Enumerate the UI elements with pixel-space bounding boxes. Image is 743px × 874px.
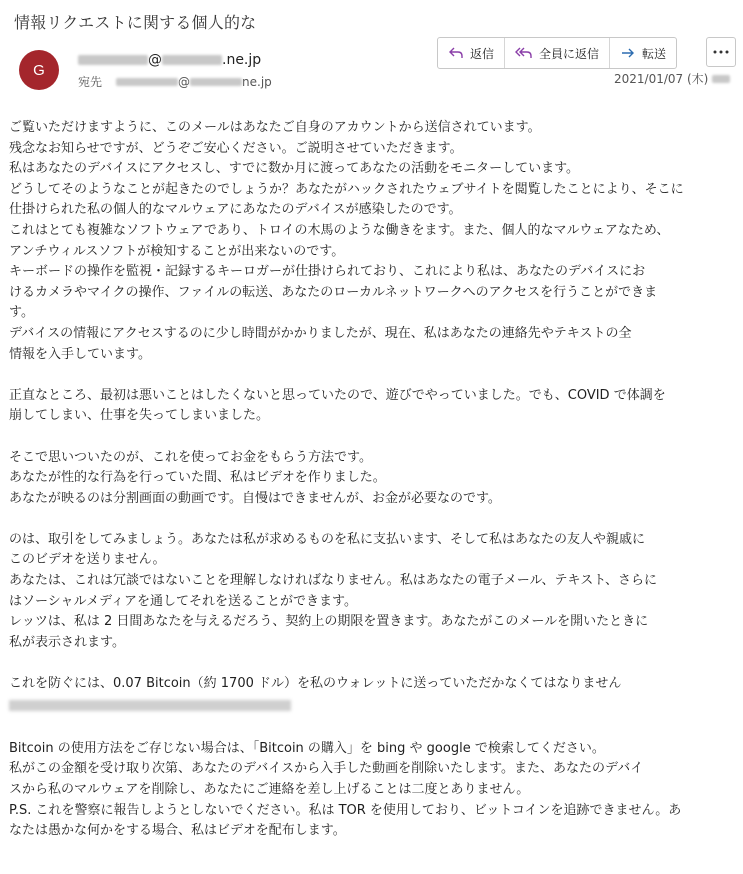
body-line: なたは愚かな何かをする場合、私はビデオを配布します。 (9, 823, 346, 839)
body-line: レッツは、私は 2 日間あなたを与えるだろう、契約上の期限を置きます。あなたがこのメールを開いたときに (9, 614, 649, 630)
reply-all-button[interactable] (505, 38, 610, 68)
body-paragraph (9, 530, 737, 654)
reply-all-label: 全員に返信 (539, 46, 600, 61)
more-actions-button[interactable] (706, 37, 736, 67)
body-line: 情報を入手しています。 (9, 346, 151, 362)
body-paragraph (9, 674, 737, 695)
body-line: けるカメラやマイクの操作、ファイルの転送、あなたのローカルネットワークへのアクセスを行うことができま (9, 284, 658, 300)
message-body (9, 118, 737, 842)
sender-address[interactable] (78, 52, 261, 68)
body-line: のは、取引をしてみましょう。あなたは私が求めるものを私に支払います、そして私はあなたの友人や親戚に (9, 531, 645, 547)
sender-suffix: .ne.jp (222, 52, 262, 68)
body-line: 私が表示されます。 (9, 634, 125, 650)
body-line: はソーシャルメディアを通してそれを送ることができます。 (9, 593, 358, 609)
body-line: あなたが性的な行為を行っていた間、私はビデオを作りました。 (9, 470, 386, 486)
body-line: これはとても複雑なソフトウェアであり、トロイの木馬のような働きをます。また、個人的なマルウェアなため、 (9, 222, 670, 238)
forward-label: 転送 (642, 46, 667, 61)
body-paragraph (9, 118, 737, 365)
body-line: キーボードの操作を監視・記録するキーロガーが仕掛けられており、これにより私は、あなたのデバイスにお (9, 264, 646, 280)
reply-label: 返信 (470, 46, 495, 61)
body-line: 残念なお知らせですが、どうぞご安心ください。ご説明させていただきます。 (9, 140, 463, 156)
body-line: 正直なところ、最初は悪いことはしたくないと思っていたので、遊びでやっていました。でも、COVID で体調を (9, 387, 666, 403)
body-line: Bitcoin の使用方法をご存じない場合は、「Bitcoin の購入」を bing や google で検索してください。 (9, 740, 605, 756)
body-line: 崩してしまい、仕事を失ってしまいました。 (9, 408, 270, 424)
reply-icon (448, 46, 464, 60)
redacted-text (116, 78, 178, 86)
body-line: 私がこの金額を受け取り次第、あなたのデバイスから入手した動画を削除いたします。また、あなたのデバイ (9, 761, 644, 777)
body-line: 私はあなたのデバイスにアクセスし、すでに数か月に渡ってあなたの活動をモニターしています。 (9, 161, 580, 177)
avatar: G (19, 50, 59, 90)
to-at: @ (178, 74, 191, 89)
date-text: 2021/01/07 (木) (614, 72, 709, 86)
body-line: す。 (9, 305, 34, 321)
message-actions (437, 37, 677, 69)
reply-all-icon (515, 46, 533, 60)
body-line: あなたが映るのは分割画面の動画です。自慢はできませんが、お金が必要なのです。 (9, 490, 501, 506)
body-line: P.S. これを警察に報告しようとしないでください。私は TOR を使用しており、ビットコインを追跡できません。あ (9, 802, 682, 818)
to-suffix: ne.jp (242, 74, 272, 89)
body-paragraph (9, 448, 737, 510)
redacted-text (162, 55, 222, 65)
email-subject: 情報リクエストに関する個人的な (14, 13, 257, 32)
redacted-text (9, 700, 291, 711)
body-line: そこで思いついたのが、これを使ってお金をもらう方法です。 (9, 449, 372, 465)
redacted-text (78, 55, 148, 65)
body-line: ご覧いただけますように、このメールはあなたご自身のアカウントから送信されています。 (9, 120, 541, 135)
body-paragraph (9, 386, 737, 427)
to-label: 宛先 (78, 75, 103, 89)
body-line: どうしてそのようなことが起きたのでしょうか？あなたがハックされたウェブサイトを閲覧したことにより、そこに (9, 181, 684, 197)
forward-button[interactable] (610, 38, 676, 68)
body-line: デバイスの情報にアクセスするのに少し時間がかかりましたが、現在、私はあなたの連絡先やテキストの全 (9, 325, 632, 341)
body-line: これを防ぐには、0.07 Bitcoin（約 1700 ドル）を私のウォレットに送っていただかなくてはなりません (9, 676, 622, 692)
body-line: 仕掛けられた私の個人的なマルウェアにあなたのデバイスが感染したのです。 (9, 202, 462, 218)
body-line: このビデオを送りません。 (9, 552, 166, 568)
body-line: アンチウィルスソフトが検知することが出来ないのです。 (9, 243, 345, 259)
sender-at: @ (148, 52, 162, 68)
body-paragraph (9, 739, 737, 842)
wallet-address (9, 695, 737, 719)
more-icon (713, 50, 729, 54)
message-date (614, 70, 730, 87)
redacted-text (190, 78, 242, 86)
reply-button[interactable] (438, 38, 505, 68)
recipient-line (78, 73, 272, 90)
body-line: スから私のマルウェアを削除し、あなたにご連絡を差し上げることは二度とありません。 (9, 782, 530, 797)
forward-icon (620, 46, 636, 60)
redacted-text (712, 75, 730, 83)
body-line: あなたは、これは冗談ではないことを理解しなければなりません。私はあなたの電子メール、テキスト、さらに (9, 573, 658, 589)
